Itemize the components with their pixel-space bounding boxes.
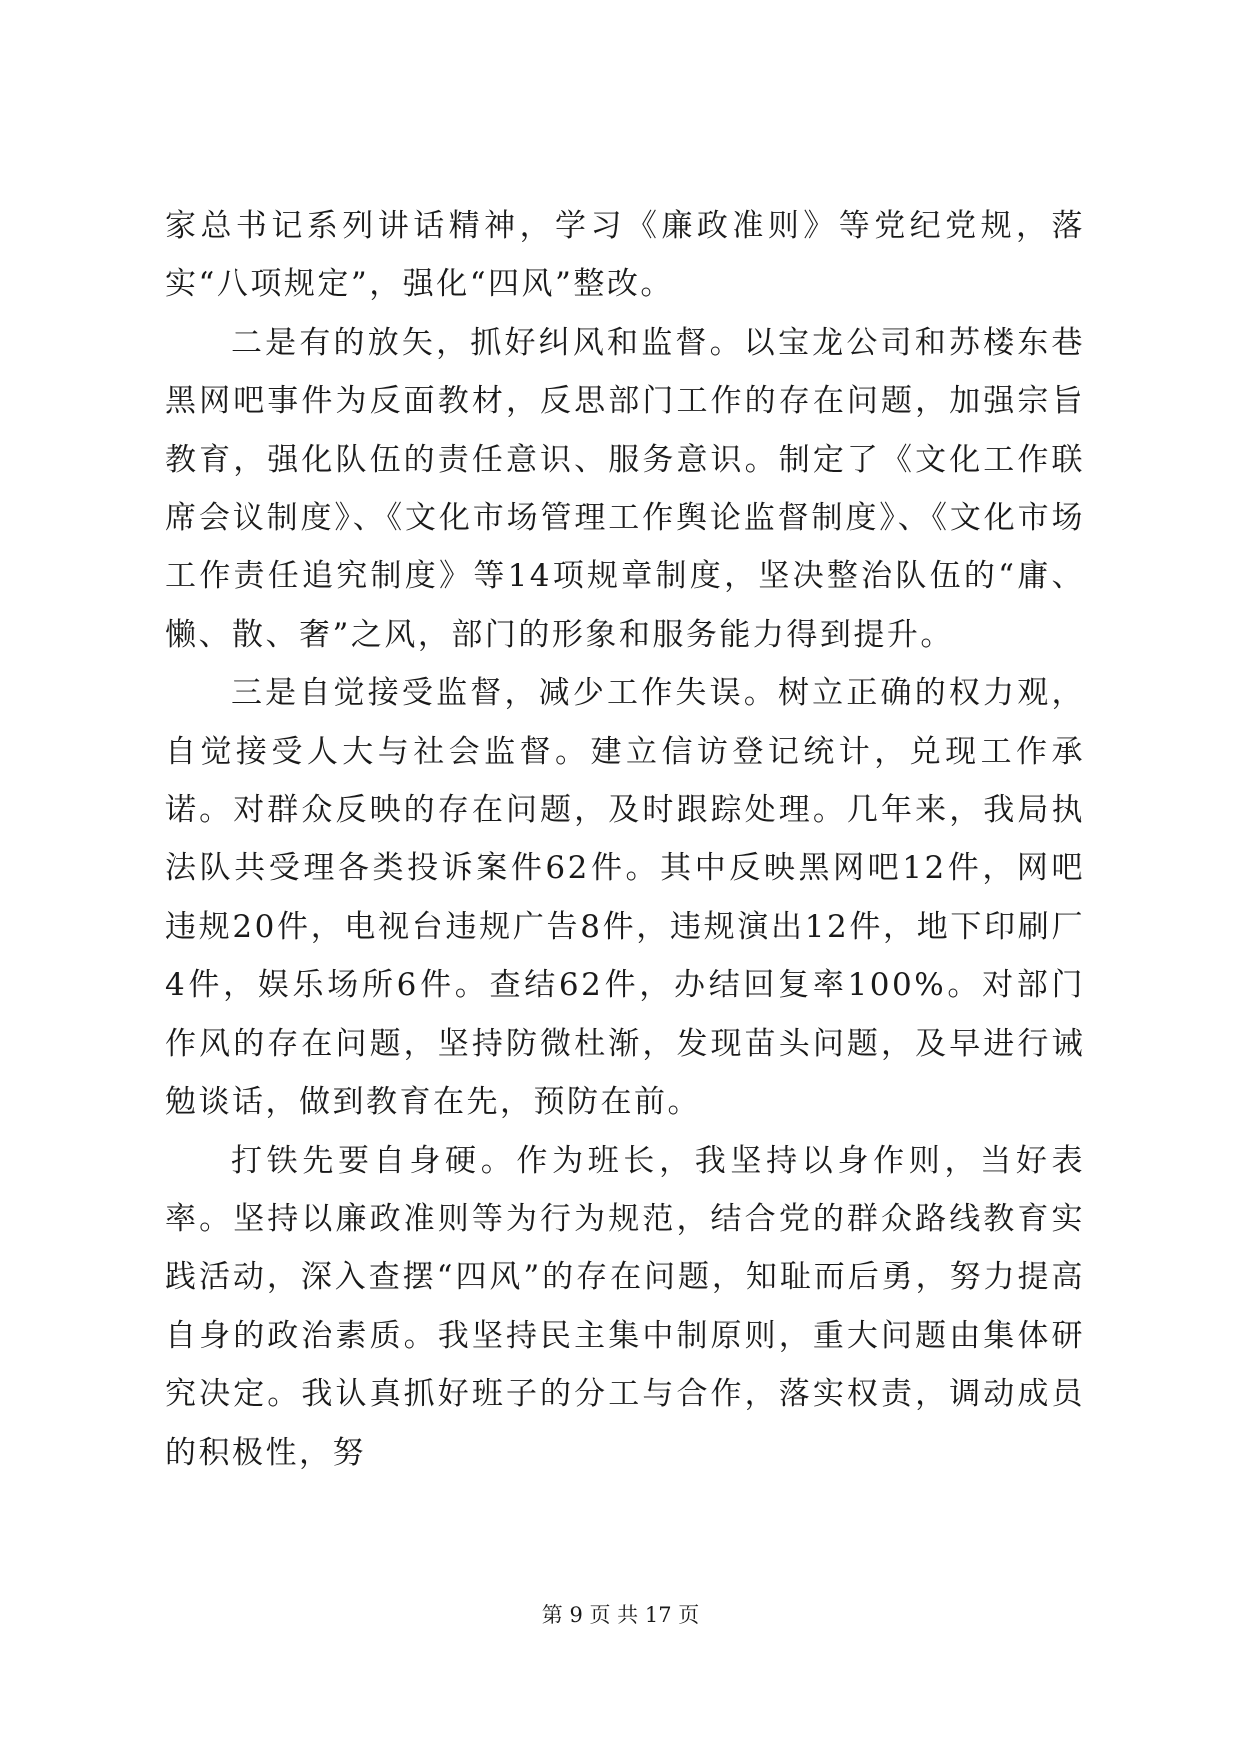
paragraph-supervision: 二是有的放矢，抓好纠风和监督。以宝龙公司和苏楼东巷黑网吧事件为反面教材，反思部门工作的存在问题，加强宗旨教育，强化队伍的责任意识、服务意识。制定了《文化工作联席会议制度》、《文化市场管理工作舆论监督制度》、《文化市场工作责任追究制度》等14项规章制度，坚决整治队伍的“庸、懒、散、奢”之风，部门的形象和服务能力得到提升。 (165, 324, 1085, 653)
page-number-footer: 第 9 页 共 17 页 (541, 1603, 700, 1627)
paragraph-continued: 家总书记系列讲话精神，学习《廉政准则》等党纪党规，落实“八项规定”，强化“四风”整改。 (165, 208, 1085, 303)
paragraph-self-discipline: 打铁先要自身硬。作为班长，我坚持以身作则，当好表率。坚持以廉政准则等为行为规范，结合党的群众路线教育实践活动，深入查摆“四风”的存在问题，知耻而后勇，努力提高自身的政治素质。我坚持民主集中制原则，重大问题由集体研究决定。我认真抓好班子的分工与合作，落实权责，调动成员的积极性，努 (165, 1142, 1085, 1471)
document-body (165, 197, 1085, 1482)
paragraph-accept-supervision: 三是自觉接受监督，减少工作失误。树立正确的权力观，自觉接受人大与社会监督。建立信访登记统计，兑现工作承诺。对群众反映的存在问题，及时跟踪处理。几年来，我局执法队共受理各类投诉案件62件。其中反映黑网吧12件，网吧违规20件，电视台违规广告8件，违规演出12件，地下印刷厂4件，娱乐场所6件。查结62件，办结回复率100%。对部门作风的存在问题，坚持防微杜渐，发现苗头问题，及早进行诫勉谈话，做到教育在先，预防在前。 (165, 675, 1085, 1121)
